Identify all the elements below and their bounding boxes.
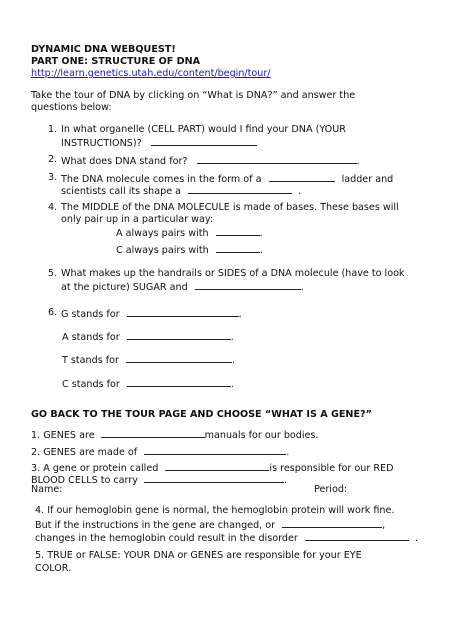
q6-line-c: [62, 377, 234, 391]
tour-link-line: [31, 68, 271, 80]
q1-label: INSTRUCTIONS)?: [61, 138, 142, 149]
name-label: Name:: [31, 484, 63, 495]
q3-number: 3.: [48, 172, 58, 183]
q6-text-g: G stands for: [61, 309, 120, 320]
gene-q4-line-2: [35, 518, 385, 532]
q6-answer-blank-c[interactable]: [127, 377, 231, 387]
gene-q4-text-2: But if the instructions in the gene are changed, or: [35, 520, 276, 531]
q4-text-1: The MIDDLE of the DNA MOLECULE is made of bases. These bases will: [61, 202, 399, 213]
gene-q3-text-b: is responsible for our RED: [269, 463, 394, 474]
q4-number: 4.: [48, 202, 58, 213]
gene-q3-answer-blank-2[interactable]: [144, 473, 284, 483]
q5-period: .: [300, 282, 304, 293]
q6-answer-blank-a[interactable]: [127, 330, 231, 340]
q3-text-c: scientists call its shape a: [61, 186, 182, 197]
gene-q4-comma: ,: [382, 520, 386, 531]
q6-period-t: .: [232, 355, 236, 366]
q5-text-2: at the picture) SUGAR and: [61, 282, 188, 293]
q4-period-a: .: [259, 228, 263, 239]
q3-answer-blank-1[interactable]: [269, 172, 335, 182]
q3-answer-blank-2[interactable]: [188, 184, 292, 194]
q1-answer-blank[interactable]: [151, 136, 257, 146]
gene-q1-text-b: manuals for our bodies.: [204, 430, 319, 441]
gene-q4-line-3: [35, 531, 418, 545]
q2-answer-blank[interactable]: [197, 154, 357, 164]
q6-period-c: .: [230, 379, 234, 390]
part-heading: PART ONE: STRUCTURE OF DNA: [31, 56, 201, 67]
q3-period: .: [298, 186, 302, 197]
gene-q3-text-c: BLOOD CELLS to carry: [31, 475, 138, 486]
q2-line: [61, 154, 360, 168]
gene-q4-text-1: 4. If our hemoglobin gene is normal, the hemoglobin protein will work fine.: [35, 505, 395, 516]
q3-text-b: ladder and: [341, 174, 394, 185]
q1-text-2: [61, 136, 257, 150]
gene-q2-period: .: [286, 447, 290, 458]
q6-line-t: [62, 353, 235, 367]
tour-link[interactable]: http://learn.genetics.utah.edu/content/begin/tour/: [31, 68, 271, 79]
q4-line-a: [116, 226, 263, 240]
q2-period: .: [356, 156, 360, 167]
q1-text-1: In what organelle (CELL PART) would I find your DNA (YOUR: [61, 124, 346, 135]
gene-q1-text-a: 1. GENES are: [31, 430, 95, 441]
gene-section-heading: GO BACK TO THE TOUR PAGE AND CHOOSE “WHAT IS A GENE?”: [31, 409, 372, 420]
gene-q1-line: [31, 428, 318, 442]
q4-line-c: [116, 243, 263, 257]
gene-q4-answer-blank-1[interactable]: [282, 518, 382, 528]
q4-text-a: A always pairs with: [116, 228, 209, 239]
period-label: Period:: [314, 484, 348, 495]
q5-line-2: [61, 280, 304, 294]
gene-q3-line-2: [31, 473, 287, 487]
gene-q2-answer-blank[interactable]: [144, 445, 286, 455]
gene-q5-text-1: 5. TRUE or FALSE: YOUR DNA or GENES are responsible for your EYE: [35, 550, 362, 561]
q4-period-c: .: [259, 245, 263, 256]
gene-q5-text-2: COLOR.: [35, 563, 72, 574]
q6-period-a: .: [230, 332, 234, 343]
q2-text: What does DNA stand for?: [61, 156, 188, 167]
gene-q4-period: .: [414, 533, 418, 544]
q6-answer-blank-t[interactable]: [126, 353, 232, 363]
gene-q4-text-3: changes in the hemoglobin could result in the disorder: [35, 533, 298, 544]
q6-period-g: .: [238, 309, 242, 320]
q4-text-c: C always pairs with: [116, 245, 209, 256]
q6-number: 6.: [48, 307, 58, 318]
q6-line-g: [61, 307, 242, 321]
intro-line-1: Take the tour of DNA by clicking on “What is DNA?” and answer the: [31, 90, 356, 101]
q4-text-2: only pair up in a particular way:: [61, 214, 214, 225]
q5-number: 5.: [48, 268, 58, 279]
gene-q1-answer-blank[interactable]: [101, 428, 205, 438]
gene-q4-answer-blank-2[interactable]: [305, 531, 409, 541]
q6-text-t: T stands for: [62, 355, 119, 366]
q5-text-1: What makes up the handrails or SIDES of a DNA molecule (have to look: [61, 268, 405, 279]
q1-number: 1.: [48, 124, 58, 135]
q4-answer-blank-c[interactable]: [216, 243, 260, 253]
q3-text-a: The DNA molecule comes in the form of a: [61, 174, 262, 185]
gene-q3-period: .: [284, 475, 288, 486]
q3-line-2: [61, 184, 301, 198]
gene-q3-text-a: 3. A gene or protein called: [31, 463, 159, 474]
worksheet-title: DYNAMIC DNA WEBQUEST!: [31, 44, 176, 55]
q6-text-a: A stands for: [62, 332, 120, 343]
q5-answer-blank[interactable]: [195, 280, 301, 290]
q2-number: 2.: [48, 154, 58, 165]
q6-line-a: [62, 330, 234, 344]
q6-answer-blank-g[interactable]: [127, 307, 239, 317]
gene-q3-answer-blank-1[interactable]: [165, 461, 269, 471]
q6-text-c: C stands for: [62, 379, 120, 390]
intro-line-2: questions below:: [31, 102, 112, 113]
gene-q2-text: 2. GENES are made of: [31, 447, 138, 458]
q4-answer-blank-a[interactable]: [216, 226, 260, 236]
gene-q2-line: [31, 445, 289, 459]
